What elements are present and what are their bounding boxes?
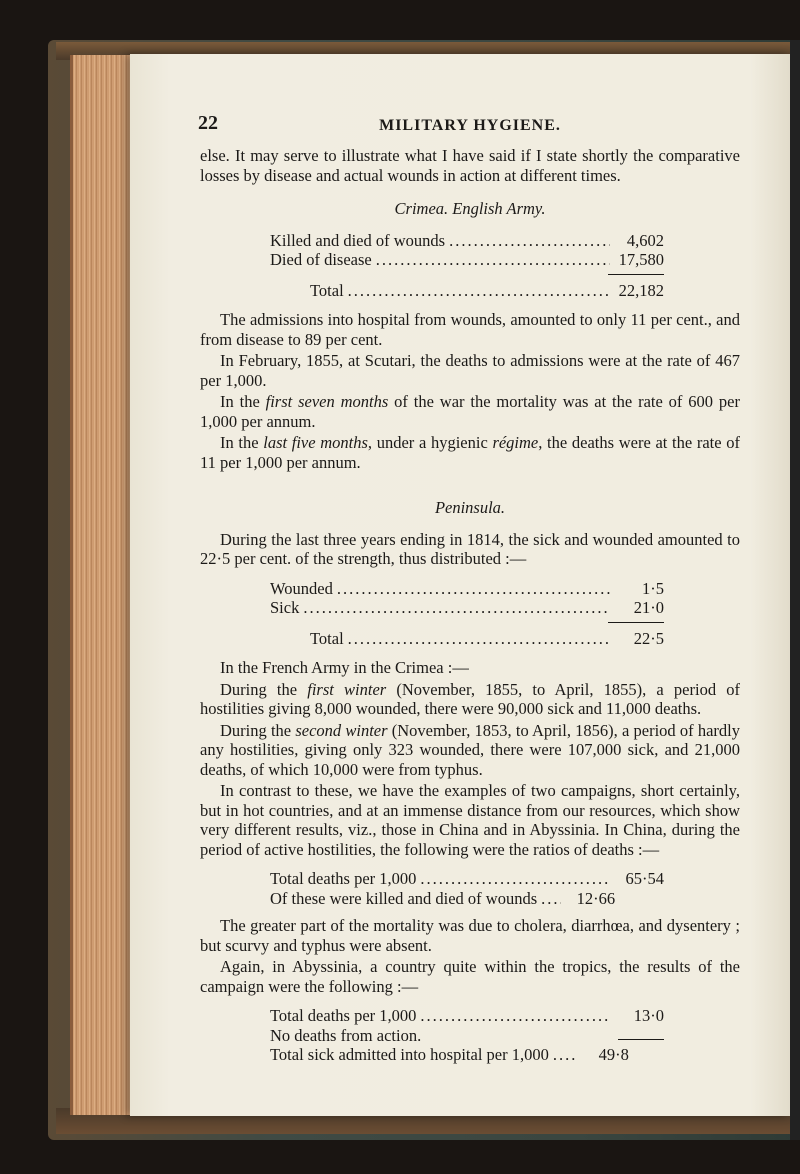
total-rule: [618, 1039, 664, 1041]
paragraph: The greater part of the mortality was due to cholera, diarrhœa, and dysentery ; but scurvy and typhus were absent.: [200, 916, 740, 955]
table-row: Total sick admitted into hospital per 1,000 ..... 49·8: [270, 1045, 664, 1065]
paragraph: Again, in Abyssinia, a country quite within the tropics, the results of the campaign were the following :—: [200, 957, 740, 996]
right-shadow: [790, 40, 800, 1140]
table-row: Total deaths per 1,000 ..... 13·0: [270, 1006, 664, 1026]
total-rule: [608, 622, 664, 623]
crimea-table: [270, 231, 664, 301]
total-row: Total ..... 22,182: [270, 281, 664, 301]
paragraph: The admissions into hospital from wounds, amounted to only 11 per cent., and from disease to 89 per cent.: [200, 310, 740, 349]
paragraph: During the second winter (November, 1853, to April, 1856), a period of hardly any hostilities, giving only 323 wounded, there were 107,000 sick, and 21,000 deaths, of which 10,000 were from typhus.: [200, 720, 740, 779]
table-row: Of these were killed and died of wounds ..... 12·66: [270, 889, 664, 909]
running-title: MILITARY HYGIENE.: [379, 117, 561, 134]
paragraph: In contrast to these, we have the examples of two campaigns, short certainly, but in hot countries, and at an immense distance from our resources, which show very different results, viz., those in China and in Abyssinia. In China, during the period of active hostilities, the following were the ratios of deaths :—: [200, 781, 740, 859]
china-table: [270, 869, 664, 908]
table-row: Wounded ..... 1·5: [270, 579, 664, 599]
total-row: Total ..... 22·5: [270, 629, 664, 649]
intro-paragraph: else. It may serve to illustrate what I have said if I state shortly the comparative losses by disease and actual wounds in action at different times.: [200, 146, 740, 185]
total-rule: [608, 274, 664, 275]
crimea-heading: Crimea. English Army.: [394, 199, 546, 218]
paragraph: In February, 1855, at Scutari, the deaths to admissions were at the rate of 467 per 1,000.: [200, 351, 740, 390]
paragraph: During the first winter (November, 1855, to April, 1855), a period of hostilities giving 8,000 wounded, there were 90,000 sick and 11,000 deaths.: [200, 679, 740, 718]
paragraph: In the last five months, under a hygienic régime, the deaths were at the rate of 11 per 1,000 per annum.: [200, 433, 740, 472]
page-number: 22: [198, 112, 218, 134]
table-row: No deaths from action.: [270, 1026, 664, 1046]
abyssinia-table: [270, 1006, 664, 1065]
table-row: Total deaths per 1,000 ..... 65·54: [270, 869, 664, 889]
table-row: Sick ..... 21·0: [270, 598, 664, 618]
peninsula-heading: Peninsula.: [434, 498, 506, 517]
page-content: [200, 114, 740, 1073]
peninsula-table: [270, 579, 664, 649]
paragraph: In the French Army in the Crimea :—: [220, 658, 469, 677]
paragraph: During the last three years ending in 1814, the sick and wounded amounted to 22·5 per cent. of the strength, thus distributed :—: [200, 529, 740, 568]
running-head: [200, 114, 740, 136]
table-row: Killed and died of wounds ..... 4,602: [270, 231, 664, 251]
table-row: Died of disease ..... 17,580: [270, 250, 664, 270]
paragraph: In the first seven months of the war the mortality was at the rate of 600 per 1,000 per annum.: [200, 392, 740, 431]
